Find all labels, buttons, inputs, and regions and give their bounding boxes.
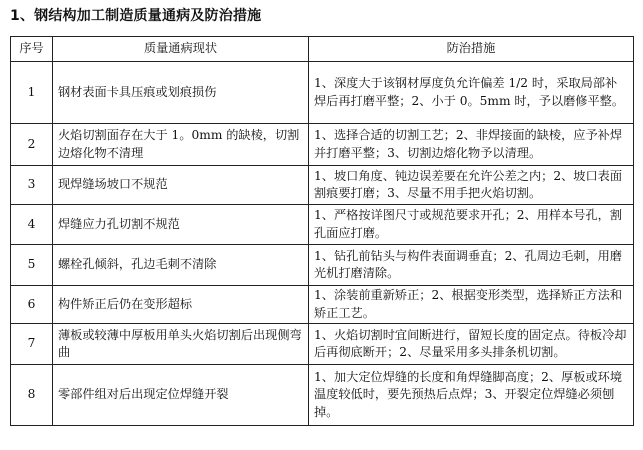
table-row <box>11 286 634 324</box>
table-row <box>11 365 634 426</box>
header-defect: 质量通病现状 <box>53 37 309 62</box>
prevention-measures: 1、火焰切割时宜间断进行，留短长度的固定点。待板冷却后再彻底断开；2、尽量采用多头排条机切割。 <box>309 324 634 365</box>
defect-description: 现焊缝场坡口不规范 <box>53 166 309 205</box>
defect-description: 火焰切割面存在大于 1。0mm 的缺棱，切割边熔化物不清理 <box>53 124 309 166</box>
prevention-measures: 1、严格按详图尺寸或规范要求开孔；2、用样本号孔，割孔面应打磨。 <box>309 205 634 245</box>
header-no: 序号 <box>11 37 53 62</box>
table-row <box>11 205 634 245</box>
row-number: 7 <box>11 324 53 365</box>
prevention-measures: 1、选择合适的切割工艺；2、非焊接面的缺棱，应予补焊并打磨平整；3、切割边熔化物予以清理。 <box>309 124 634 166</box>
table-row <box>11 124 634 166</box>
row-number: 6 <box>11 286 53 324</box>
table-row <box>11 62 634 124</box>
row-number: 3 <box>11 166 53 205</box>
defect-description: 焊缝应力孔切割不规范 <box>53 205 309 245</box>
row-number: 2 <box>11 124 53 166</box>
defect-description: 螺栓孔倾斜，孔边毛刺不清除 <box>53 245 309 286</box>
header-measures: 防治措施 <box>309 37 634 62</box>
defects-table <box>10 36 634 426</box>
row-number: 4 <box>11 205 53 245</box>
table-row <box>11 166 634 205</box>
row-number: 8 <box>11 365 53 426</box>
prevention-measures: 1、深度大于该钢材厚度负允许偏差 1/2 时，采取局部补焊后再打磨平整；2、小于 0。5mm 时，予以磨修平整。 <box>309 62 634 124</box>
table-header-row <box>11 37 634 62</box>
prevention-measures: 1、加大定位焊缝的长度和角焊缝脚高度；2、厚板或环境温度较低时，要先预热后点焊；3、开裂定位焊缝必须刨掉。 <box>309 365 634 426</box>
prevention-measures: 1、钻孔前钻头与构件表面调垂直；2、孔周边毛刺，用磨光机打磨清除。 <box>309 245 634 286</box>
table-row <box>11 245 634 286</box>
defect-description: 零部件组对后出现定位焊缝开裂 <box>53 365 309 426</box>
defect-description: 薄板或较薄中厚板用单头火焰切割后出现侧弯曲 <box>53 324 309 365</box>
defect-description: 钢材表面卡具压痕或划痕损伤 <box>53 62 309 124</box>
defect-description: 构件矫正后仍在变形超标 <box>53 286 309 324</box>
prevention-measures: 1、涂装前重新矫正；2、根据变形类型，选择矫正方法和矫正工艺。 <box>309 286 634 324</box>
row-number: 1 <box>11 62 53 124</box>
row-number: 5 <box>11 245 53 286</box>
document-title: 1、钢结构加工制造质量通病及防治措施 <box>10 8 262 24</box>
table-row <box>11 324 634 365</box>
prevention-measures: 1、坡口角度、钝边误差要在允许公差之内；2、坡口表面割痕要打磨；3、尽量不用手把火焰切割。 <box>309 166 634 205</box>
